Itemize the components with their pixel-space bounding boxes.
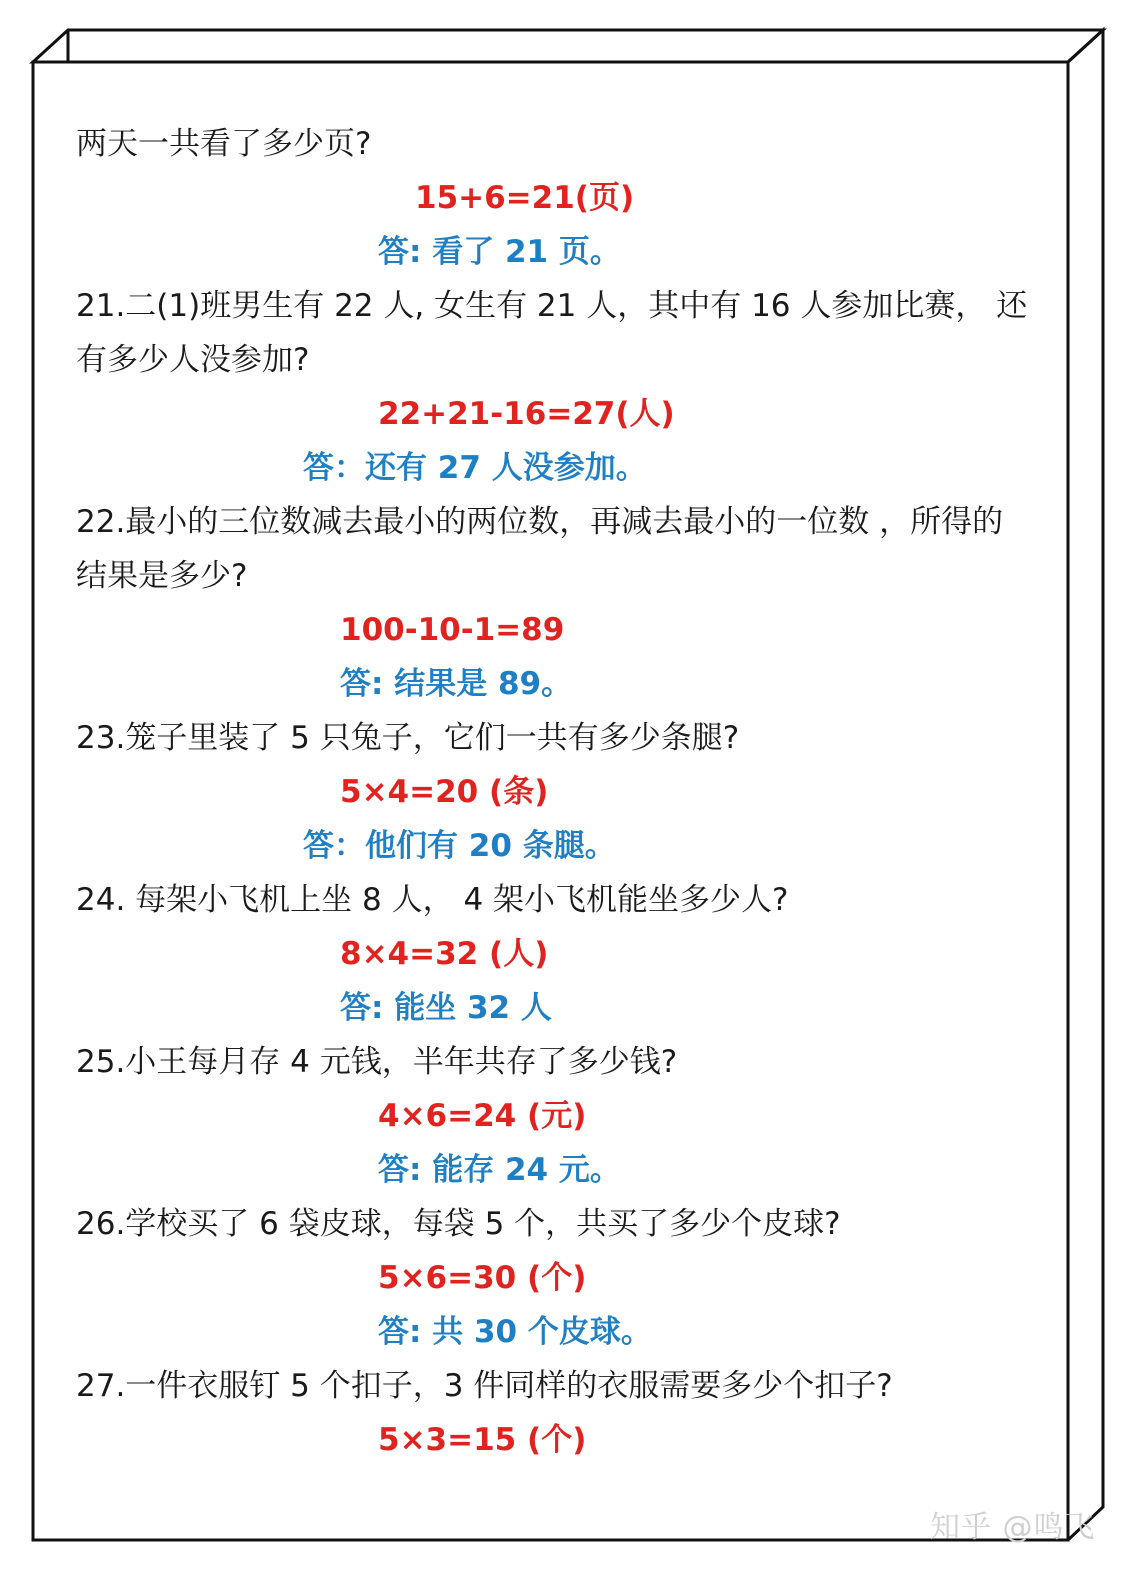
answer-text: 答: 看了 21 页。 [378, 234, 621, 270]
equation-text: 15+6=21(页) [415, 180, 635, 216]
equation-text: 22+21-16=27(人) [378, 396, 675, 432]
question-text: 22.最小的三位数减去最小的两位数，再减去最小的一位数 ，所得的 [76, 504, 1004, 540]
equation-text: 5×4=20 (条) [340, 774, 549, 810]
question-text: 23.笼子里装了 5 只兔子，它们一共有多少条腿? [76, 720, 740, 756]
answer-text: 答：还有 27 人没参加。 [303, 450, 647, 486]
question-text: 21.二(1)班男生有 22 人, 女生有 21 人，其中有 16 人参加比赛， 还 [76, 288, 1028, 324]
answer-text: 答: 能存 24 元。 [378, 1152, 621, 1188]
equation-text: 4×6=24 (元) [378, 1098, 587, 1134]
question-text: 两天一共看了多少页? [76, 126, 372, 162]
equation-text: 8×4=32 (人) [340, 936, 549, 972]
question-text: 结果是多少? [76, 558, 248, 594]
answer-text: 答: 能坐 32 人 [340, 990, 552, 1026]
question-text: 有多少人没参加? [76, 342, 310, 378]
answer-text: 答: 共 30 个皮球。 [378, 1314, 652, 1350]
question-text: 27.一件衣服钉 5 个扣子，3 件同样的衣服需要多少个扣子? [76, 1368, 893, 1404]
book-side-face [1068, 30, 1103, 1540]
question-text: 24. 每架小飞机上坐 8 人， 4 架小飞机能坐多少人? [76, 882, 789, 918]
answer-text: 答：他们有 20 条腿。 [303, 828, 616, 864]
equation-text: 5×6=30 (个) [378, 1260, 587, 1296]
equation-text: 100-10-1=89 [340, 612, 565, 648]
book-top-face [33, 30, 1103, 62]
equation-text: 5×3=15 (个) [378, 1422, 587, 1458]
question-text: 25.小王每月存 4 元钱，半年共存了多少钱? [76, 1044, 678, 1080]
answer-text: 答: 结果是 89。 [340, 666, 573, 702]
watermark: 知乎 @鸣飞 [930, 1510, 1096, 1545]
question-text: 26.学校买了 6 袋皮球，每袋 5 个，共买了多少个皮球? [76, 1206, 841, 1242]
